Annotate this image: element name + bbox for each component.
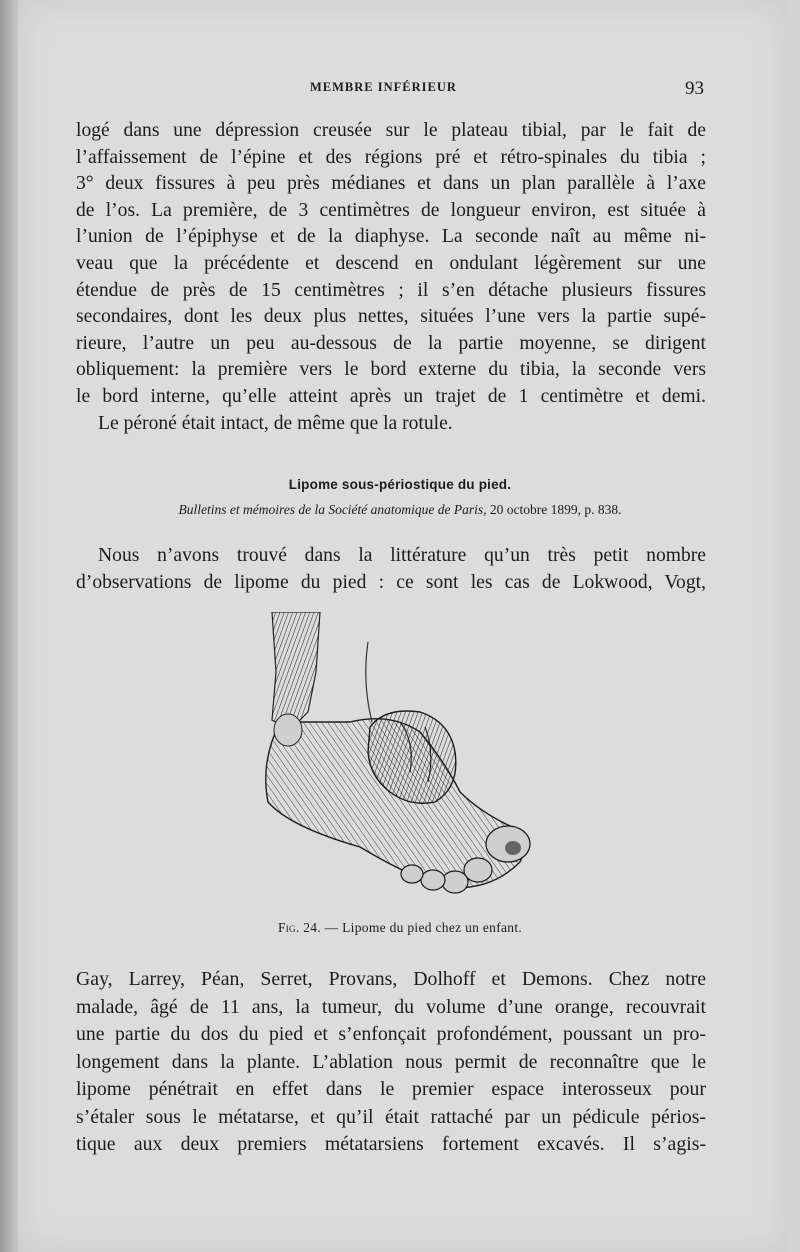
- text-line: secondaires, dont les deux plus nettes, situées l’une vers la partie supé-: [76, 306, 706, 328]
- foot-engraving-image: [250, 612, 540, 904]
- text-line: de l’os. La première, de 3 centimètres de longueur environ, est située à: [76, 199, 706, 221]
- foot-illustration: [250, 612, 540, 904]
- reference-journal: Bulletins et mémoires de la Société anatomique de Paris,: [178, 502, 487, 517]
- text-line: Gay, Larrey, Péan, Serret, Provans, Dolhoff et Demons. Chez notre: [76, 968, 706, 990]
- text-line: tique aux deux premiers métatarsiens fortement excavés. Il s’agis-: [76, 1133, 706, 1155]
- figure-caption-text: — Lipome du pied chez un enfant.: [320, 920, 523, 935]
- text-line: logé dans une dépression creusée sur le plateau tibial, par le fait de: [76, 120, 706, 141]
- text-line: le bord interne, qu’elle atteint après un trajet de 1 centimètre et demi.: [76, 385, 706, 407]
- figure-caption: [0, 920, 800, 936]
- text-line: d’observations de lipome du pied : ce sont les cas de Lokwood, Vogt,: [76, 571, 706, 593]
- running-title: MEMBRE INFÉRIEUR: [310, 80, 457, 94]
- paragraph-1: [76, 118, 706, 437]
- section-heading: Lipome sous-périostique du pied.: [288, 477, 512, 492]
- text-line: Le péroné était intact, de même que la rotule.: [98, 412, 453, 434]
- figure-label: Fig. 24.: [277, 920, 321, 935]
- paragraph-3: [76, 966, 706, 1159]
- text-line: s’étaler sous le métatarse, et qu’il était rattaché par un pédicule périos-: [76, 1105, 706, 1128]
- text-line: rieure, l’autre un peu au-dessous de la partie moyenne, se dirigent: [76, 332, 706, 354]
- text-line: obliquement: la première vers le bord externe du tibia, la seconde vers: [76, 359, 706, 381]
- text-line: Nous n’avons trouvé dans la littérature qu’un très petit nombre: [98, 545, 706, 566]
- text-line: l’affaissement de l’épine et des régions pré et rétro-spinales du tibia ;: [76, 146, 706, 168]
- running-head: [0, 78, 800, 102]
- text-line: lipome pénétrait en effet dans le premier espace interosseux pour: [76, 1078, 706, 1100]
- page-edge-shadow: [0, 0, 18, 1252]
- text-line: une partie du dos du pied et s’enfonçait profondément, poussant un pro-: [76, 1023, 706, 1045]
- text-line: l’union de l’épiphyse et de la diaphyse. La seconde naît au même ni-: [76, 226, 706, 248]
- bibliographic-reference: [0, 502, 800, 518]
- reference-date: 20 octobre 1899, p. 838.: [486, 502, 622, 517]
- page-number: 93: [685, 78, 704, 99]
- paragraph-2: [76, 543, 706, 596]
- text-line: veau que la précédente et descend en ondulant légèrement sur une: [76, 252, 706, 274]
- text-line: longement dans la plante. L’ablation nous permit de reconnaître que le: [76, 1050, 706, 1073]
- text-line: étendue de près de 15 centimètres ; il s’en détache plusieurs fissures: [76, 279, 706, 301]
- text-line: malade, âgé de 11 ans, la tumeur, du volume d’une orange, recouvrait: [76, 995, 706, 1018]
- text-line: 3° deux fissures à peu près médianes et dans un plan parallèle à l’axe: [76, 173, 706, 195]
